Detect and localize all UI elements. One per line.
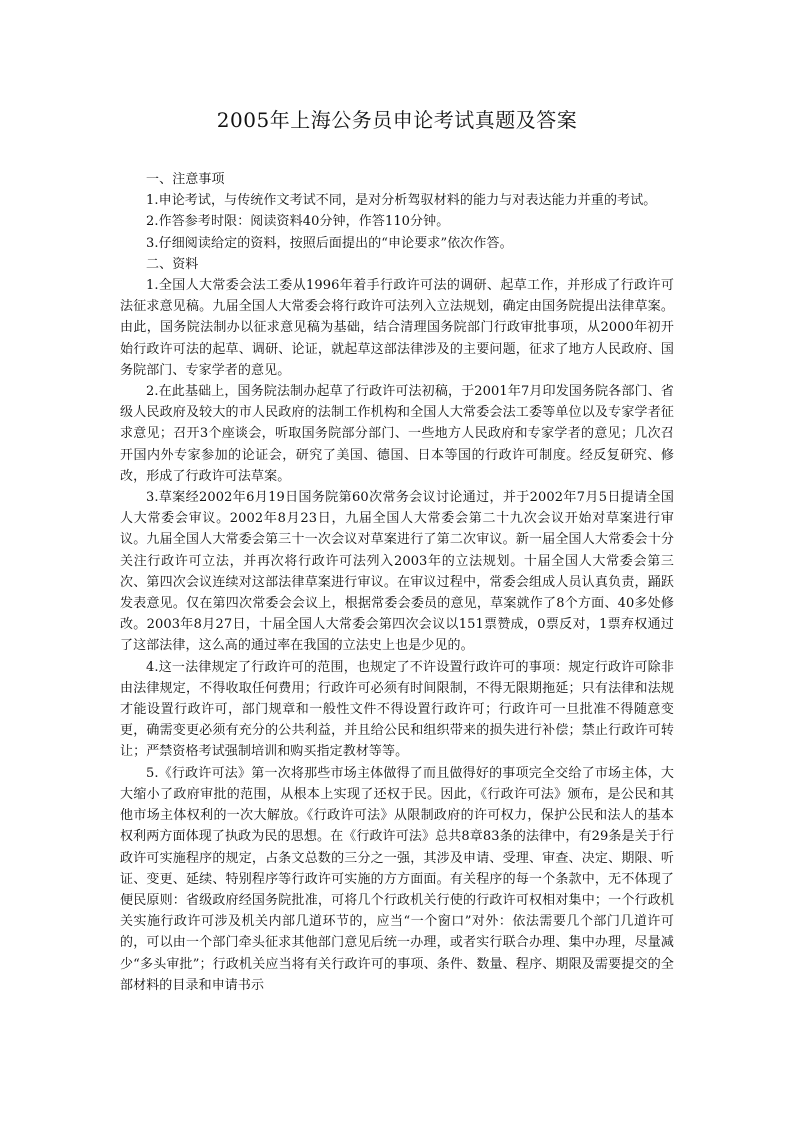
material-paragraph: 1.全国人大常委会法工委从1996年着手行政许可法的调研、起草工作，并形成了行政许可法征求意见稿。九届全国人大常委会将行政许可法列入立法规划，确定由国务院提出法律草案。由此，国务院法制办以征求意见稿为基础，结合清理国务院部门行政审批事项，从2000年初开始行政许可法的起草、调研、论证，就起草这部法律涉及的主要问题，征求了地方人民政府、国务院部门、专家学者的意见。 (120, 278, 674, 378)
notice-item: 3.仔细阅读给定的资料，按照后面提出的“申论要求”依次作答。 (146, 235, 513, 251)
document-page (120, 104, 674, 996)
notice-item: 2.作答参考时限：阅读资料40分钟，作答110分钟。 (146, 214, 450, 230)
section-heading-notice: 一、注意事项 (146, 172, 225, 187)
section-heading-material: 二、资料 (146, 256, 199, 272)
notice-item: 1.申论考试，与传统作文考试不同，是对分析驾驭材料的能力与对表达能力并重的考试。 (146, 193, 657, 209)
material-paragraph: 2.在此基础上，国务院法制办起草了行政许可法初稿，于2001年7月印发国务院各部门、省级人民政府及较大的市人民政府的法制工作机构和全国人大常委会法工委等单位以及专家学者征求意见；召开3个座谈会，听取国务院部分部门、一些地方人民政府和专家学者的意见；几次召开国内外专家参加的论证会，研究了美国、德国、日本等国的行政许可制度。经反复研究、修改，形成了行政许可法草案。 (120, 384, 674, 484)
document-title: 2005年上海公务员申论考试真题及答案 (216, 108, 578, 132)
material-paragraph: 5.《行政许可法》第一次将那些市场主体做得了而且做得好的事项完全交给了市场主体，大大缩小了政府审批的范围，从根本上实现了还权于民。因此，《行政许可法》颁布，是公民和其他市场主体权利的一次大解放。《行政许可法》从限制政府的许可权力，保护公民和法人的基本权利两方面体现了执政为民的思想。在《行政许可法》总共8章83条的法律中，有29条是关于行政许可实施程序的规定，占条文总数的三分之一强，其涉及申请、受理、审查、决定、期限、听证、变更、延续、特别程序等行政许可实施的方方面面。有关程序的每一个条款中，无不体现了便民原则：省级政府经国务院批准，可将几个行政机关行使的行政许可权相对集中；一个行政机关实施行政许可涉及机关内部几道环节的，应当“一个窗口”对外：依法需要几个部门几道许可的，可以由一个部门牵头征求其他部门意见后统一办理，或者实行联合办理、集中办理，尽量减少“多头审批”；行政机关应当将有关行政许可的事项、条件、数量、程序、期限及需要提交的全部材料的目录和申请书示 (120, 765, 674, 993)
material-paragraph: 3.草案经2002年6月19日国务院第60次常务会议讨论通过，并于2002年7月5日提请全国人大常委会审议。2002年8月23日，九届全国人大常委会第二十九次会议开始对草案进行审议。九届全国人大常委会第三十一次会议对草案进行了第二次审议。新一届全国人大常委会十分关注行政许可立法，并再次将行政许可法列入2003年的立法规划。十届全国人大常委会第三次、第四次会议连续对这部法律草案进行审议。在审议过程中，常委会组成人员认真负责，踊跃发表意见。仅在第四次常委会会议上，根据常委会委员的意见，草案就作了8个方面、40多处修改。2003年8月27日，十届全国人大常委会第四次会议以151票赞成，0票反对，1票弃权通过了这部法律，这么高的通过率在我国的立法史上也是少见的。 (120, 490, 674, 654)
document-body (120, 169, 674, 996)
material-paragraph: 4.这一法律规定了行政许可的范围，也规定了不许设置行政许可的事项：规定行政许可除非由法律规定，不得收取任何费用；行政许可必须有时间限制，不得无限期拖延；只有法律和法规才能设置行政许可，部门规章和一般性文件不得设置行政许可；行政许可一旦批准不得随意变更，确需变更必须有充分的公共利益，并且给公民和组织带来的损失进行补偿；禁止行政许可转让；严禁资格考试强制培训和购买指定教材等等。 (120, 659, 674, 760)
